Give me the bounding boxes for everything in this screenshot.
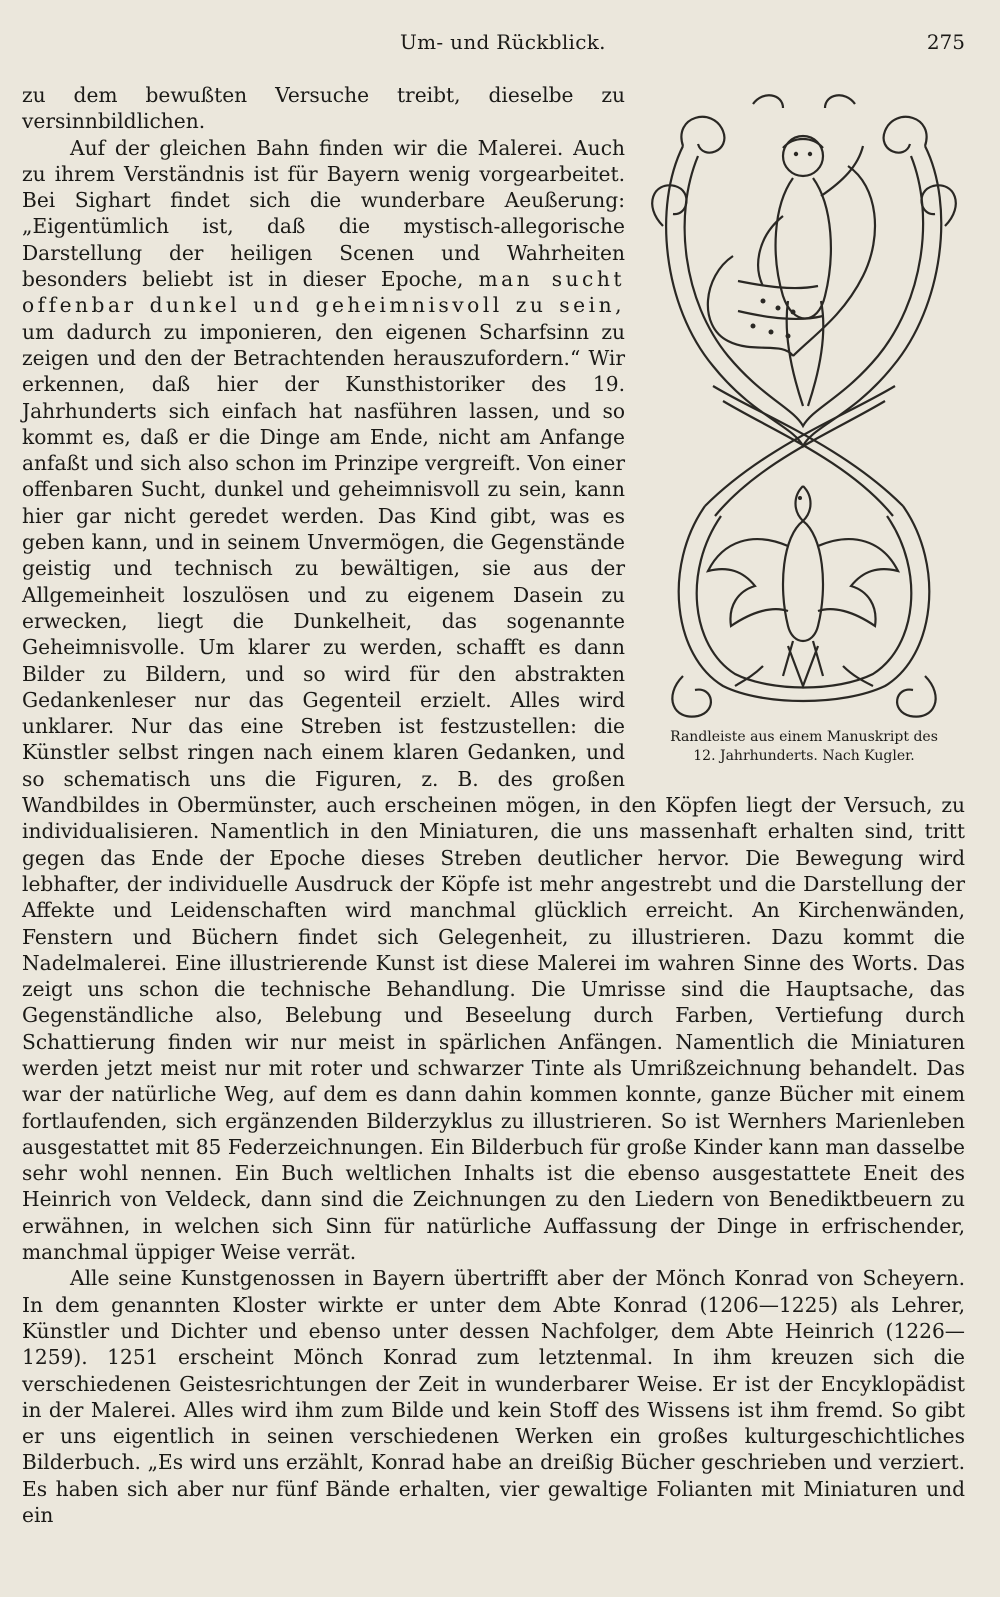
paragraph-1: zu dem bewußten Versuche treibt, dieselbe zu versinnbildlichen. (22, 83, 625, 134)
paragraph-3: Alle seine Kunstgenossen in Bayern übertrifft aber der Mönch Konrad von Scheyern. In dem genannten Kloster wirkte er unter dem Abte Konrad (1206—1225) als Lehrer, Künstler und Dichter und ebenso unter dessen Nachfolger, dem Abte Heinrich (1226—1259). 1251 erscheint Mönch Konrad zum letztenmal. In ihm kreuzen sich die verschiedenen Geistesrichtungen der Zeit in wunderbarer Weise. Er ist der Encyklopädist in der Malerei. Alles wird ihm zum Bilde und kein Stoff des Wissens ist ihm fremd. So gibt er uns eigentlich in seinen verschiedenen Werken ein großes kulturgeschichtliches Bilderbuch. „Es wird uns erzählt, Konrad habe an dreißig Bücher geschrieben und verziert. Es haben sich aber nur fünf Bände erhalten, vier gewaltige Folianten mit Miniaturen und ein (22, 1266, 965, 1528)
ornament-drawing (643, 86, 965, 726)
body-text (22, 82, 965, 1528)
caption-line-1: Randleiste aus einem Manuskript des (670, 729, 938, 745)
emphasized-phrase: man sucht offenbar dunkel und geheimnisvoll zu sein, (22, 267, 625, 318)
page-header (30, 30, 965, 58)
paragraph-2-part-a: Auf der gleichen Bahn finden wir die Malerei. Auch zu ihrem Verständnis ist für Bayern wenig vorgearbeitet. Bei Sighart findet sich die wunderbare Aeußerung: „Eigentümlich ist, daß die mystisch-allegorische Darstellung der heiligen Scenen und Wahrheiten besonders beliebt ist in dieser Epoche, (22, 135, 625, 292)
manuscript-illustration (643, 86, 965, 774)
caption-line-2: 12. Jahrhunderts. Nach Kugler. (693, 748, 915, 764)
running-title: Um- und Rückblick. (400, 30, 606, 54)
figure-caption (643, 728, 965, 766)
page-number: 275 (926, 30, 965, 54)
paragraph-2-part-b: um dadurch zu imponieren, den eigenen Scharfsinn zu zeigen und den der Betrachtenden herauszufordern.“ Wir erkennen, daß hier der Kunsthistoriker des 19. Jahrhunderts sich einfach hat nasführen lassen, und so kommt es, daß er die Dinge am Ende, nicht am Anfange anfaßt und sich also schon im Prinzipe vergreift. Von einer offenbaren Sucht, dunkel und geheimnisvoll zu sein, kann hier gar nicht geredet werden. Das Kind gibt, was es geben kann, und in seinem Unvermögen, die Gegenstände geistig und technisch zu bewältigen, sie aus der Allgemeinheit loszulösen und zu eigenem Dasein zu erwecken, liegt die Dunkelheit, das sogenannte Geheimnisvolle. Um klarer zu werden, schafft es dann Bilder zu Bildern, und so wird für den abstrakten Gedankenleser nur das Gegenteil erzielt. Alles wird unklarer. Nur das eine Streben ist festzustellen: die Künstler selbst ringen nach einem klaren Gedanken, und so schematisch uns die Figuren, z. B. des großen Wandbildes in Obermünster, auch erscheinen mögen, in den Köpfen liegt der Versuch, zu individualisieren. Namentlich in den Miniaturen, die uns massenhaft erhalten sind, tritt gegen das Ende der Epoche dieses Streben deutlicher hervor. Die Bewegung wird lebhafter, der individuelle Ausdruck der Köpfe ist mehr angestrebt und die Darstellung der Affekte und Leidenschaften wird manchmal glücklich erreicht. An Kirchenwänden, Fenstern und Büchern findet sich Gelegenheit, zu illustrieren. Dazu kommt die Nadelmalerei. Eine illustrierende Kunst ist diese Malerei im wahren Sinne des Worts. Das zeigt uns schon die technische Behandlung. Die Umrisse sind die Hauptsache, das Gegenständliche also, Belebung und Beseelung durch Farben, Vertiefung durch Schattierung finden wir nur meist in spärlichen Anfängen. Namentlich die Miniaturen werden jetzt meist nur mit roter und schwarzer Tinte als Umrißzeichnung behandelt. Das war der natürliche Weg, auf dem es dann dahin kommen konnte, ganze Bücher mit einem fortlaufenden, sich ergänzenden Bilderzyklus zu illustrieren. So ist Wernhers Marienleben ausgestattet mit 85 Federzeichnungen. Ein Bilderbuch für große Kinder kann man dasselbe sehr wohl nennen. Ein Buch weltlichen Inhalts ist die ebenso ausgestattete Eneit des Heinrich von Veldeck, dann sind die Zeichnungen zu den Liedern von Benediktbeuern zu erwähnen, in welchen sich Sinn für natürliche Auffassung der Dinge in erfrischender, manchmal üppiger Weise verrät. (22, 319, 965, 1265)
